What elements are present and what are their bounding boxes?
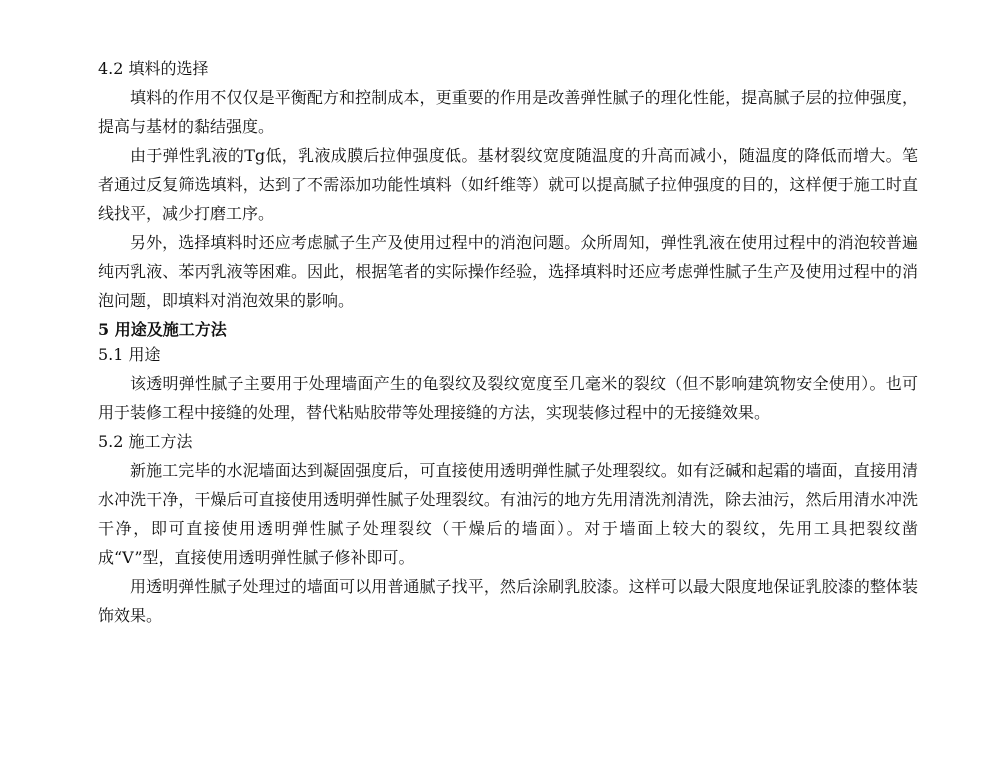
section-5-2-paragraph-2: 用透明弹性腻子处理过的墙面可以用普通腻子找平，然后涂刷乳胶漆。这样可以最大限度地保证乳胶漆的整体装饰效果。	[98, 577, 918, 625]
section-5-1-heading: 5.1 用途	[98, 345, 161, 364]
section-4-2-paragraph-1: 填料的作用不仅仅是平衡配方和控制成本，更重要的作用是改善弹性腻子的理化性能，提高腻子层的拉伸强度，提高与基材的黏结强度。	[98, 88, 918, 136]
section-5-2-heading: 5.2 施工方法	[98, 432, 193, 451]
section-4-2-paragraph-2: 由于弹性乳液的Tg低，乳液成膜后拉伸强度低。基材裂纹宽度随温度的升高而减小，随温度的降低而增大。笔者通过反复筛选填料，达到了不需添加功能性填料（如纤维等）就可以提高腻子拉伸强度的目的，这样便于施工时直线找平，减少打磨工序。	[98, 146, 918, 223]
section-5-1-paragraph-1: 该透明弹性腻子主要用于处理墙面产生的龟裂纹及裂纹宽度至几毫米的裂纹（但不影响建筑物安全使用）。也可用于装修工程中接缝的处理，替代粘贴胶带等处理接缝的方法，实现装修过程中的无接缝效果。	[98, 374, 918, 422]
section-5-heading: 5 用途及施工方法	[98, 320, 227, 339]
section-4-2-paragraph-3: 另外，选择填料时还应考虑腻子生产及使用过程中的消泡问题。众所周知，弹性乳液在使用过程中的消泡较普遍纯丙乳液、苯丙乳液等困难。因此，根据笔者的实际操作经验，选择填料时还应考虑弹性腻子生产及使用过程中的消泡问题，即填料对消泡效果的影响。	[98, 233, 918, 310]
document-page	[98, 56, 918, 630]
section-5-2-paragraph-1: 新施工完毕的水泥墙面达到凝固强度后，可直接使用透明弹性腻子处理裂纹。如有泛碱和起霜的墙面，直接用清水冲洗干净，干燥后可直接使用透明弹性腻子处理裂纹。有油污的地方先用清洗剂清洗，除去油污，然后用清水冲洗干净，即可直接使用透明弹性腻子处理裂纹（干燥后的墙面）。对于墙面上较大的裂纹，先用工具把裂纹凿成“V”型，直接使用透明弹性腻子修补即可。	[98, 461, 918, 567]
section-4-2-heading: 4.2 填料的选择	[98, 59, 209, 78]
